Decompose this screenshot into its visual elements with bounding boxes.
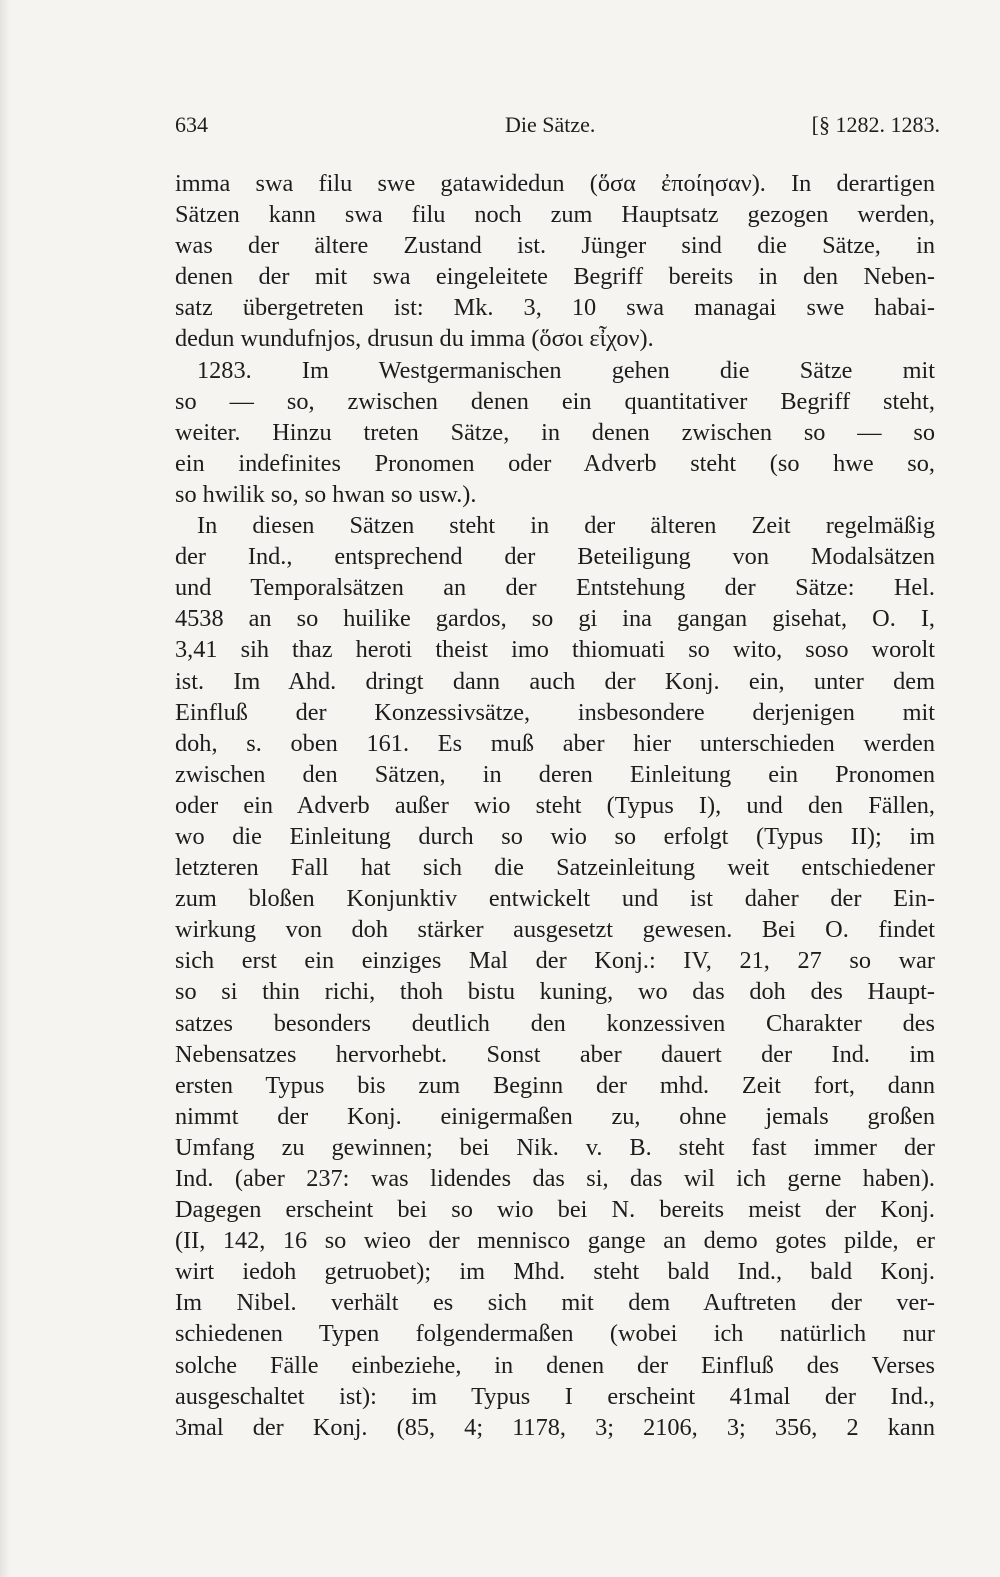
- text-line: imma swa filu swe gatawidedun (ὅσα ἐποίησαν). In derartigen: [175, 170, 935, 197]
- page-header: [175, 112, 940, 142]
- text-line: wirt iedoh getruobet); im Mhd. steht bald Ind., bald Konj.: [175, 1258, 935, 1286]
- text-line: Sätzen kann swa filu noch zum Hauptsatz gezogen werden,: [175, 201, 935, 229]
- text-line: doh, s. oben 161. Es muß aber hier unterschieden werden: [175, 729, 935, 757]
- text-line: zum bloßen Konjunktiv entwickelt und ist daher der Ein-: [175, 885, 935, 913]
- text-line: ausgeschaltet ist): im Typus I erscheint 41mal der Ind.,: [175, 1382, 935, 1410]
- text-line-paragraph-start: In diesen Sätzen steht in der älteren Zeit regelmäßig: [197, 512, 935, 540]
- text-line: oder ein Adverb außer wio steht (Typus I), und den Fällen,: [175, 791, 935, 819]
- text-line: denen der mit swa eingeleitete Begriff bereits in den Neben-: [175, 263, 935, 291]
- text-line: wirkung von doh stärker ausgesetzt gewesen. Bei O. findet: [175, 916, 935, 944]
- text-line: so si thin richi, thoh bistu kuning, wo das doh des Haupt-: [175, 978, 935, 1006]
- text-line: so — so, zwischen denen ein quantitativer Begriff steht,: [175, 387, 935, 415]
- text-line: was der ältere Zustand ist. Jünger sind die Sätze, in: [175, 232, 935, 260]
- text-line: Dagegen erscheint bei so wio bei N. bereits meist der Konj.: [175, 1196, 935, 1224]
- page-edge-shadow: [0, 0, 10, 1577]
- text-line: satz übergetreten ist: Mk. 3, 10 swa managai swe habai-: [175, 294, 935, 322]
- text-line-section-start: 1283. Im Westgermanischen gehen die Sätze mit: [197, 356, 935, 384]
- text-line: Einfluß der Konzessivsätze, insbesondere derjenigen mit: [175, 698, 935, 726]
- text-line: 3mal der Konj. (85, 4; 1178, 3; 2106, 3; 356, 2 kann: [175, 1413, 935, 1441]
- text-line: (II, 142, 16 so wieo der mennisco gange an demo gotes pilde, er: [175, 1227, 935, 1255]
- body-text: [175, 168, 935, 1443]
- section-reference: [§ 1282. 1283.: [811, 112, 940, 137]
- text-line: Im Nibel. verhält es sich mit dem Auftreten der ver-: [175, 1289, 935, 1317]
- text-line: sich erst ein einziges Mal der Konj.: IV, 21, 27 so war: [175, 947, 935, 975]
- text-line: 4538 an so huilike gardos, so gi ina gangan gisehat, O. I,: [175, 605, 935, 633]
- text-line: letzteren Fall hat sich die Satzeinleitung weit entschiedener: [175, 854, 935, 882]
- text-line: nimmt der Konj. einigermaßen zu, ohne jemals großen: [175, 1102, 935, 1130]
- text-line: 3,41 sih thaz heroti theist imo thiomuati so wito, soso worolt: [175, 636, 935, 664]
- text-line: schiedenen Typen folgendermaßen (wobei ich natürlich nur: [175, 1320, 935, 1348]
- text-line: wo die Einleitung durch so wio so erfolgt (Typus II); im: [175, 822, 935, 850]
- text-line: satzes besonders deutlich den konzessiven Charakter des: [175, 1009, 935, 1037]
- text-line: ist. Im Ahd. dringt dann auch der Konj. ein, unter dem: [175, 667, 935, 695]
- text-line: ersten Typus bis zum Beginn der mhd. Zeit fort, dann: [175, 1071, 935, 1099]
- running-title: Die Sätze.: [505, 112, 596, 137]
- text-line: zwischen den Sätzen, in deren Einleitung ein Pronomen: [175, 760, 935, 788]
- page-number: 634: [175, 112, 208, 137]
- text-line: der Ind., entsprechend der Beteiligung von Modalsätzen: [175, 543, 935, 571]
- text-line: weiter. Hinzu treten Sätze, in denen zwischen so — so: [175, 418, 935, 446]
- text-line: dedun wundufnjos, drusun du imma (ὅσοι εἶχον).: [175, 325, 654, 353]
- text-line: Ind. (aber 237: was lidendes das si, das wil ich gerne haben).: [175, 1165, 935, 1192]
- text-line: solche Fälle einbeziehe, in denen der Einfluß des Verses: [175, 1351, 935, 1379]
- text-line: Nebensatzes hervorhebt. Sonst aber dauert der Ind. im: [175, 1040, 935, 1068]
- text-line: und Temporalsätzen an der Entstehung der Sätze: Hel.: [175, 574, 935, 602]
- text-line: Umfang zu gewinnen; bei Nik. v. B. steht fast immer der: [175, 1133, 935, 1161]
- text-line: so hwilik so, so hwan so usw.).: [175, 480, 477, 508]
- text-line: ein indefinites Pronomen oder Adverb steht (so hwe so,: [175, 449, 935, 477]
